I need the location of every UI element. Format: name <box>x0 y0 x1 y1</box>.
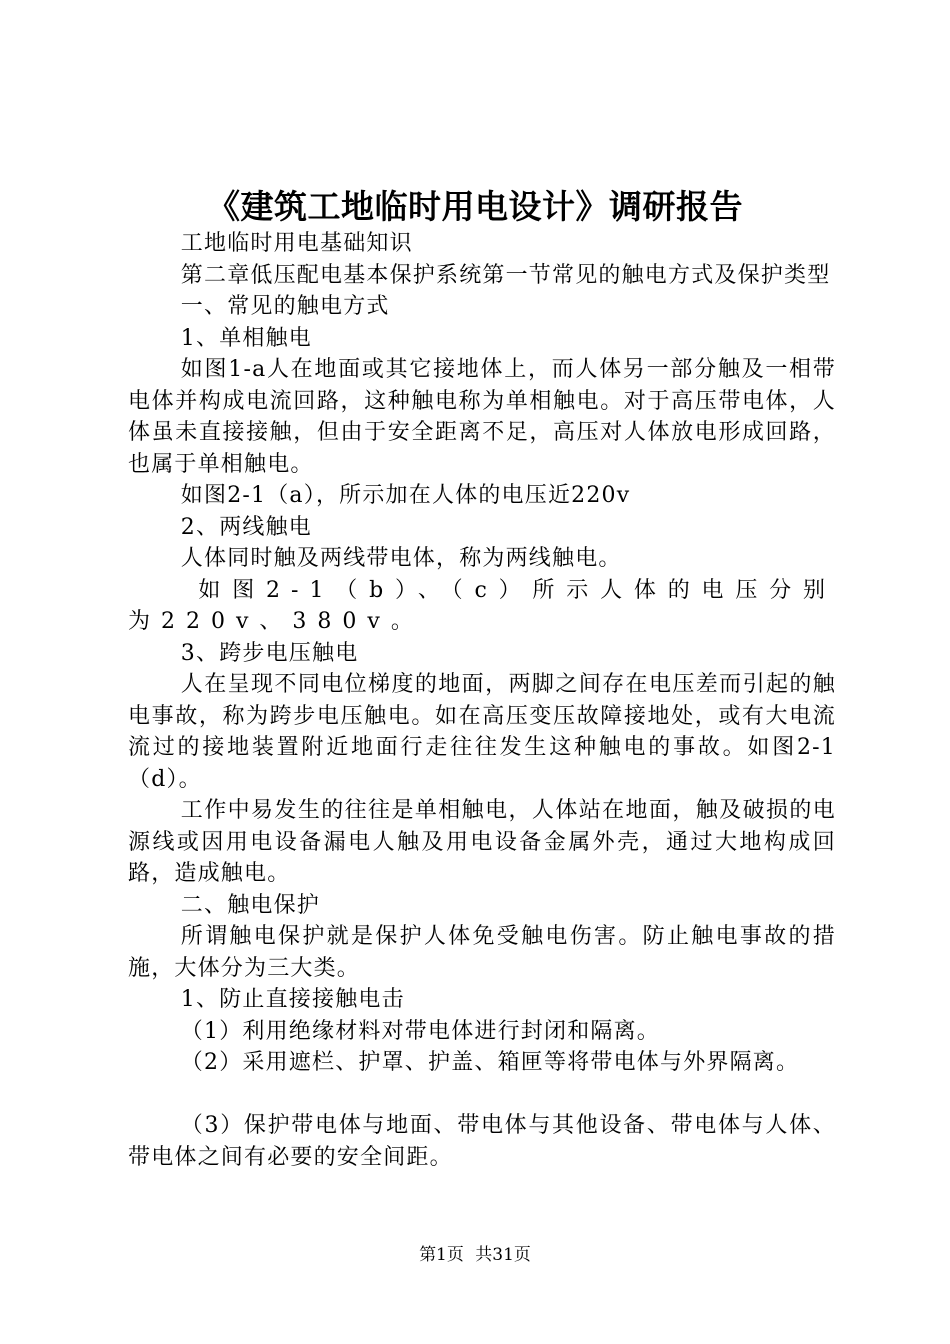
paragraph: 如图2-1（b）、（c）所示人体的电压分别为220v、380v。 <box>128 577 836 634</box>
page-total: 共31页 <box>475 1245 531 1265</box>
section-heading: 二、触电保护 <box>180 892 320 918</box>
list-item: （1）利用绝缘材料对带电体进行封闭和隔离。 <box>180 1018 660 1044</box>
list-item: （3）保护带电体与地面、带电体与其他设备、带电体与人体、带电体之间有必要的安全间距。 <box>128 1113 836 1170</box>
document-title: 《建筑工地临时用电设计》调研报告 <box>207 187 743 226</box>
paragraph: 所谓触电保护就是保护人体免受触电伤害。防止触电事故的措施，大体分为三大类。 <box>128 924 836 981</box>
section-heading: 一、常见的触电方式 <box>180 294 390 319</box>
paragraph: 如图1-a人在地面或其它接地体上，而人体另一部分触及一相带电体并构成电流回路，这种触电称为单相触电。对于高压带电体，人体虽未直接接触，但由于安全距离不足，高压对人体放电形成回路，也属于单相触电。 <box>128 357 836 477</box>
page-number: 第1页 <box>419 1245 464 1265</box>
subsection-heading: 3、跨步电压触电 <box>180 640 359 666</box>
paragraph: 第二章低压配电基本保护系统第一节常见的触电方式及保护类型 <box>180 262 831 288</box>
list-item: （2）采用遮栏、护罩、护盖、箱匣等将带电体与外界隔离。 <box>180 1050 800 1075</box>
paragraph: 如图2-1（a），所示加在人体的电压近220v <box>180 483 631 508</box>
subsection-heading: 2、两线触电 <box>180 514 312 540</box>
paragraph: 工作中易发生的往往是单相触电，人体站在地面，触及破损的电源线或因用电设备漏电人触及用电设备金属外壳，通过大地构成回路，造成触电。 <box>128 798 836 886</box>
paragraph: 人体同时触及两线带电体，称为两线触电。 <box>180 546 622 571</box>
subsection-heading: 1、防止直接接触电击 <box>180 987 405 1012</box>
paragraph: 人在呈现不同电位梯度的地面，两脚之间存在电压差而引起的触电事故，称为跨步电压触电。如在高压变压故障接地处，或有大电流流过的接地装置附近地面行走往往发生这种触电的事故。如图2-1（d）。 <box>128 672 836 792</box>
subsection-heading: 1、单相触电 <box>180 325 312 351</box>
document-body <box>128 228 836 1173</box>
page-footer <box>0 1243 950 1267</box>
paragraph: 工地临时用电基础知识 <box>180 231 413 256</box>
